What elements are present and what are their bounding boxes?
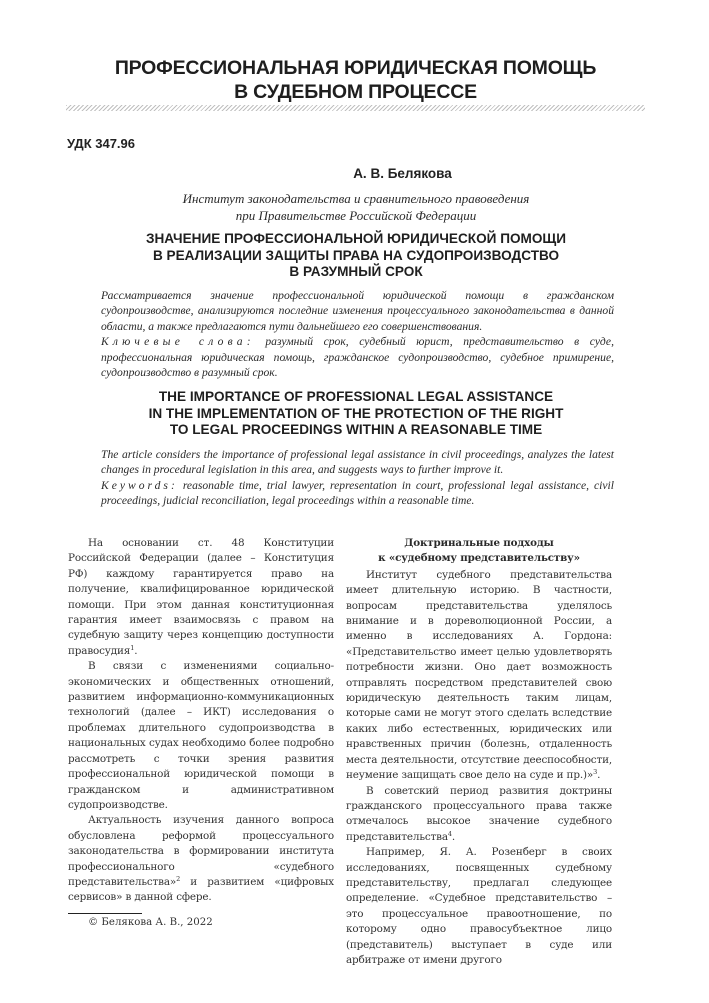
author-affiliation (70, 190, 642, 224)
running-title-line-2: В СУДЕБНОМ ПРОЦЕССЕ (234, 81, 477, 103)
footnote-separator (68, 913, 142, 914)
title-en-line-1: THE IMPORTANCE OF PROFESSIONAL LEGAL ASSISTANCE (158, 389, 554, 404)
running-title (68, 56, 643, 104)
hatched-divider (66, 105, 645, 111)
keywords-en-label: Keywords: (101, 478, 178, 492)
title-ru-line-3: В РАЗУМНЫЙ СРОК (289, 264, 423, 279)
udk-code: УДК 347.96 (67, 136, 135, 151)
affiliation-line-1: Институт законодательства и сравнительного правоведения (182, 191, 530, 206)
paragraph: В связи с изменениями социально-экономических и общественных отношений, развитием информационно-коммуникационных технологий (далее – ИКТ) исследования о проблемах длительного судопроизводства в национальных судах необходимо более подробно рассмотреть с точки зрения развития профессиональной юридической помощи в гражданском и административном судопроизводстве. (68, 660, 334, 811)
keywords-en-list: reasonable time, trial lawyer, representation in court, professional legal assistance, civil proceedings, judicial reconciliation, legal proceedings within a reasonable time. (101, 478, 614, 508)
paragraph: Институт судебного представительства имеет длительную историю. В частности, вопросам представительства уделялось внимание и в дореволюционной России, а именно в исследованиях А. Гордона: «Представительство имеет целью удовлетворять потребности жизни. Оно дает возможность отправлять посредством представителей свою юридическую деятельность таким лицам, которые сами не могут этого сделать вследствие каких либо естественных, юридических или нравственных причин (болезнь, отдаленность места деятельности, отсутствие дееспособности, неумение защищать свое дело на суде и пр.)»$^3$. (346, 568, 612, 782)
running-title-line-1: ПРОФЕССИОНАЛЬНАЯ ЮРИДИЧЕСКАЯ ПОМОЩЬ (114, 57, 597, 79)
abstract-ru (101, 288, 614, 380)
keywords-ru (101, 334, 614, 380)
keywords-en (101, 478, 614, 509)
keywords-ru-list: разумный срок, судебный юрист, представительство в суде, профессиональная юридическая помощь, гражданское судопроизводство, судебное примирение, судопроизводство в разумный срок. (101, 335, 614, 380)
body-column-left (68, 536, 334, 906)
abstract-ru-text: Рассматривается значение профессиональной юридической помощи в гражданском судопроизводстве, анализируются последние изменения процессуального законодательства в данной области, а также предлагаются пути дальнейшего его совершенствования. (101, 289, 614, 333)
title-ru-line-2: В РЕАЛИЗАЦИИ ЗАЩИТЫ ПРАВА НА СУДОПРОИЗВОДСТВО (152, 247, 560, 263)
copyright-note: © Белякова А. В., 2022 (88, 917, 213, 928)
paragraph: Актуальность изучения данного вопроса обусловлена реформой процессуального законодательства в формировании института профессионального «судебного представительства»$^2$ и развитием «цифровых сервисов» в данной сфере. (68, 814, 334, 904)
article-title-ru (70, 231, 642, 281)
body-column-right (346, 536, 612, 968)
article-title-en (70, 389, 642, 439)
author-name: А. В. Белякова (353, 166, 452, 181)
section-heading: Доктринальные подходы к «судебному представительству» (378, 537, 580, 565)
affiliation-line-2: при Правительстве Российской Федерации (235, 208, 477, 223)
title-en-line-2: IN THE IMPLEMENTATION OF THE PROTECTION OF THE RIGHT (148, 405, 564, 421)
abstract-en-text: The article considers the importance of professional legal assistance in civil proceedings, analyzes the latest changes in procedural legislation in this area, and suggests ways to further improve it. (101, 448, 614, 477)
paragraph: На основании ст. 48 Конституции Российской Федерации (далее – Конституция РФ) каждому гарантируется право на получение, квалифицированное юридической помощи. При этом данная конституционная гарантия имеет взаимосвязь с правом на судебную защиту через концепцию доступности правосудия$^1$. (68, 537, 334, 657)
paragraph: В советский период развития доктрины гражданского процессуального права также отмечалось высокое значение судебного представительства$^4$. (346, 784, 612, 843)
footnote-ref[interactable]: 4 (447, 829, 452, 838)
title-en-line-3: TO LEGAL PROCEEDINGS WITHIN A REASONABLE TIME (169, 422, 543, 437)
title-ru-line-1: ЗНАЧЕНИЕ ПРОФЕССИОНАЛЬНОЙ ЮРИДИЧЕСКОЙ ПОМОЩИ (145, 231, 567, 246)
footnote-ref[interactable]: 3 (593, 768, 598, 777)
paragraph: Например, Я. А. Розенберг в своих исследованиях, посвященных судебному представительству, предлагал следующее определение. «Судебное представительство – это процессуальное правоотношение, по которому одно правосубъектное лицо (представитель) выступает в суде или арбитраже от имени другого (346, 846, 612, 966)
abstract-en (101, 447, 614, 509)
footnote-ref[interactable]: 1 (130, 643, 135, 652)
keywords-ru-label: Ключевые слова: (101, 335, 255, 349)
footnote-ref[interactable]: 2 (176, 874, 181, 883)
